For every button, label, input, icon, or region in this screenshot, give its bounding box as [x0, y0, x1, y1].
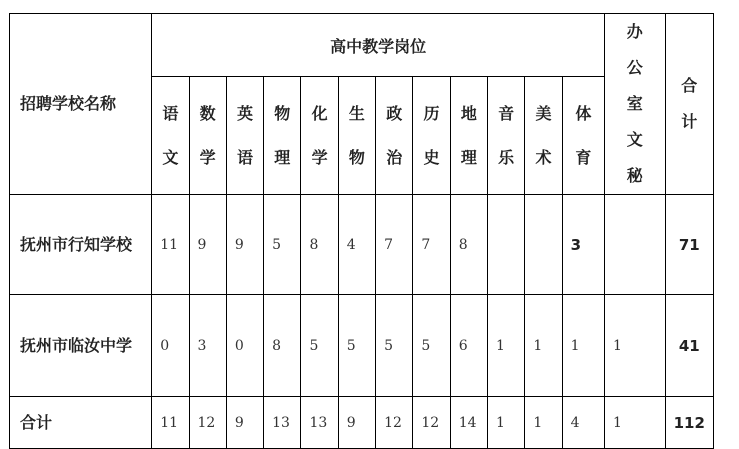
cell-value: 12 — [413, 397, 450, 449]
cell-value: 1 — [488, 295, 525, 397]
table-row — [10, 195, 714, 295]
cell-value — [488, 195, 525, 295]
subject-header: 语 文 — [152, 77, 189, 195]
cell-value: 13 — [264, 397, 301, 449]
cell-value: 5 — [413, 295, 450, 397]
cell-value: 0 — [226, 295, 263, 397]
total-header: 合 计 — [665, 14, 713, 195]
row-total: 112 — [665, 397, 713, 449]
cell-value: 4 — [338, 195, 375, 295]
cell-value: 1 — [562, 295, 604, 397]
cell-value: 11 — [152, 195, 189, 295]
cell-value: 0 — [152, 295, 189, 397]
cell-value: 5 — [301, 295, 338, 397]
cell-value: 5 — [338, 295, 375, 397]
table-row — [10, 295, 714, 397]
school-name-header: 招聘学校名称 — [10, 14, 152, 195]
cell-value: 12 — [189, 397, 226, 449]
subject-header: 生 物 — [338, 77, 375, 195]
school-name: 抚州市行知学校 — [10, 195, 152, 295]
cell-value: 9 — [226, 195, 263, 295]
recruitment-table — [9, 13, 714, 449]
cell-value: 4 — [562, 397, 604, 449]
subject-header: 音 乐 — [488, 77, 525, 195]
subject-header: 地 理 — [450, 77, 487, 195]
cell-value: 8 — [450, 195, 487, 295]
subject-header: 数 学 — [189, 77, 226, 195]
school-name: 抚州市临汝中学 — [10, 295, 152, 397]
cell-value: 9 — [189, 195, 226, 295]
cell-value: 3 — [562, 195, 604, 295]
cell-value: 6 — [450, 295, 487, 397]
subject-header: 历 史 — [413, 77, 450, 195]
row-total: 41 — [665, 295, 713, 397]
cell-value: 9 — [338, 397, 375, 449]
cell-value: 11 — [152, 397, 189, 449]
cell-value: 9 — [226, 397, 263, 449]
school-name: 合计 — [10, 397, 152, 449]
subject-header: 物 理 — [264, 77, 301, 195]
subject-header: 英 语 — [226, 77, 263, 195]
cell-value: 12 — [376, 397, 413, 449]
cell-value: 5 — [376, 295, 413, 397]
office-value: 1 — [605, 397, 666, 449]
cell-value: 1 — [488, 397, 525, 449]
cell-value: 14 — [450, 397, 487, 449]
subject-header: 体 育 — [562, 77, 604, 195]
cell-value: 7 — [376, 195, 413, 295]
cell-value: 3 — [189, 295, 226, 397]
cell-value: 7 — [413, 195, 450, 295]
subject-header: 政 治 — [376, 77, 413, 195]
office-value: 1 — [605, 295, 666, 397]
cell-value: 8 — [301, 195, 338, 295]
cell-value: 5 — [264, 195, 301, 295]
table-row — [10, 397, 714, 449]
office-value — [605, 195, 666, 295]
cell-value: 1 — [525, 295, 562, 397]
teaching-posts-header: 高中教学岗位 — [152, 14, 605, 77]
cell-value — [525, 195, 562, 295]
cell-value: 1 — [525, 397, 562, 449]
office-secretary-header: 办 公 室 文 秘 — [605, 14, 666, 195]
row-total: 71 — [665, 195, 713, 295]
cell-value: 8 — [264, 295, 301, 397]
subject-header: 美 术 — [525, 77, 562, 195]
cell-value: 13 — [301, 397, 338, 449]
subject-header: 化 学 — [301, 77, 338, 195]
